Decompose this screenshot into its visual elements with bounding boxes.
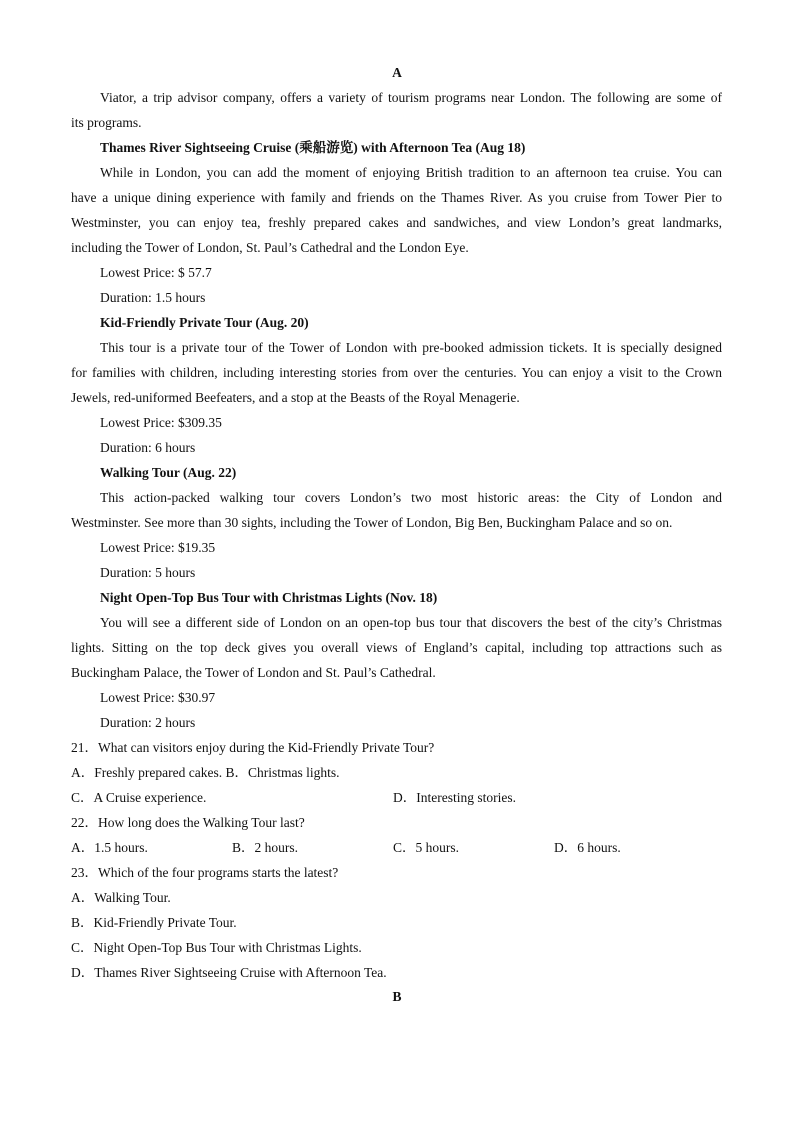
program-desc-line: Buckingham Palace, the Tower of London and St. Paul’s Cathedral. <box>71 665 436 680</box>
program-desc-line: Westminster. See more than 30 sights, including the Tower of London, Big Ben, Buckingham Palace and so on. <box>71 515 673 530</box>
program-price: Lowest Price: $309.35 <box>100 415 222 430</box>
section-a-heading: A <box>392 65 402 80</box>
program-desc-line: This action-packed walking tour covers London’s two most historic areas: the City of London and <box>100 490 722 505</box>
program-desc-line: including the Tower of London, St. Paul’s Cathedral and the London Eye. <box>71 240 469 255</box>
program-duration: Duration: 2 hours <box>100 715 196 730</box>
program-price: Lowest Price: $ 57.7 <box>100 265 212 280</box>
question-option[interactable]: A．Freshly prepared cakes. B．Christmas lights. <box>71 765 340 780</box>
program-desc-line: This tour is a private tour of the Tower of London with pre-booked admission tickets. It is specially designed <box>100 340 722 355</box>
question-stem: 22．How long does the Walking Tour last? <box>71 815 305 830</box>
program-duration: Duration: 5 hours <box>100 565 196 580</box>
question-option[interactable]: A．1.5 hours. <box>71 840 148 855</box>
question-stem: 21．What can visitors enjoy during the Kid-Friendly Private Tour? <box>71 740 435 755</box>
question-option[interactable]: D．Thames River Sightseeing Cruise with Afternoon Tea. <box>71 965 387 980</box>
question-stem: 23．Which of the four programs starts the latest? <box>71 865 339 880</box>
program-desc-line: Westminster, you can enjoy tea, freshly prepared cakes and sandwiches, and view London’s great landmarks, <box>71 215 722 230</box>
program-title: Thames River Sightseeing Cruise (乘船游览) with Afternoon Tea (Aug 18) <box>100 140 526 155</box>
program-desc-line: lights. Sitting on the top deck gives you overall views of England’s capital, including top attractions such as <box>71 640 722 655</box>
program-duration: Duration: 6 hours <box>100 440 196 455</box>
question-option[interactable]: C．Night Open-Top Bus Tour with Christmas Lights. <box>71 940 362 955</box>
program-price: Lowest Price: $19.35 <box>100 540 216 555</box>
program-title: Night Open-Top Bus Tour with Christmas Lights (Nov. 18) <box>100 590 438 605</box>
intro-line-1: Viator, a trip advisor company, offers a variety of tourism programs near London. The following are some of <box>100 90 722 105</box>
intro-line-2: its programs. <box>71 115 142 130</box>
question-option[interactable]: C．A Cruise experience. <box>71 790 207 805</box>
program-title: Walking Tour (Aug. 22) <box>100 465 237 480</box>
program-price: Lowest Price: $30.97 <box>100 690 216 705</box>
question-option[interactable]: D．Interesting stories. <box>393 790 516 805</box>
question-option[interactable]: B．Kid-Friendly Private Tour. <box>71 915 237 930</box>
program-desc-line: You will see a different side of London on an open-top bus tour that discovers the best of the city’s Christmas <box>100 615 722 630</box>
section-b-heading: B <box>392 989 402 1004</box>
question-option[interactable]: A．Walking Tour. <box>71 890 171 905</box>
question-option[interactable]: D．6 hours. <box>554 840 621 855</box>
program-desc-line: for families with children, including interesting stories from over the centuries. You can enjoy a visit to the Crown <box>71 365 722 380</box>
program-duration: Duration: 1.5 hours <box>100 290 206 305</box>
program-desc-line: Jewels, red-uniformed Beefeaters, and a stop at the Beasts of the Royal Menagerie. <box>71 390 520 405</box>
program-title: Kid-Friendly Private Tour (Aug. 20) <box>100 315 309 330</box>
question-option[interactable]: B．2 hours. <box>232 840 299 855</box>
program-desc-line: have a unique dining experience with family and friends on the Thames River. As you cruise from Tower Pier to <box>71 190 722 205</box>
question-option[interactable]: C．5 hours. <box>393 840 460 855</box>
program-desc-line: While in London, you can add the moment of enjoying British tradition to an afternoon tea cruise. You can <box>100 165 722 180</box>
